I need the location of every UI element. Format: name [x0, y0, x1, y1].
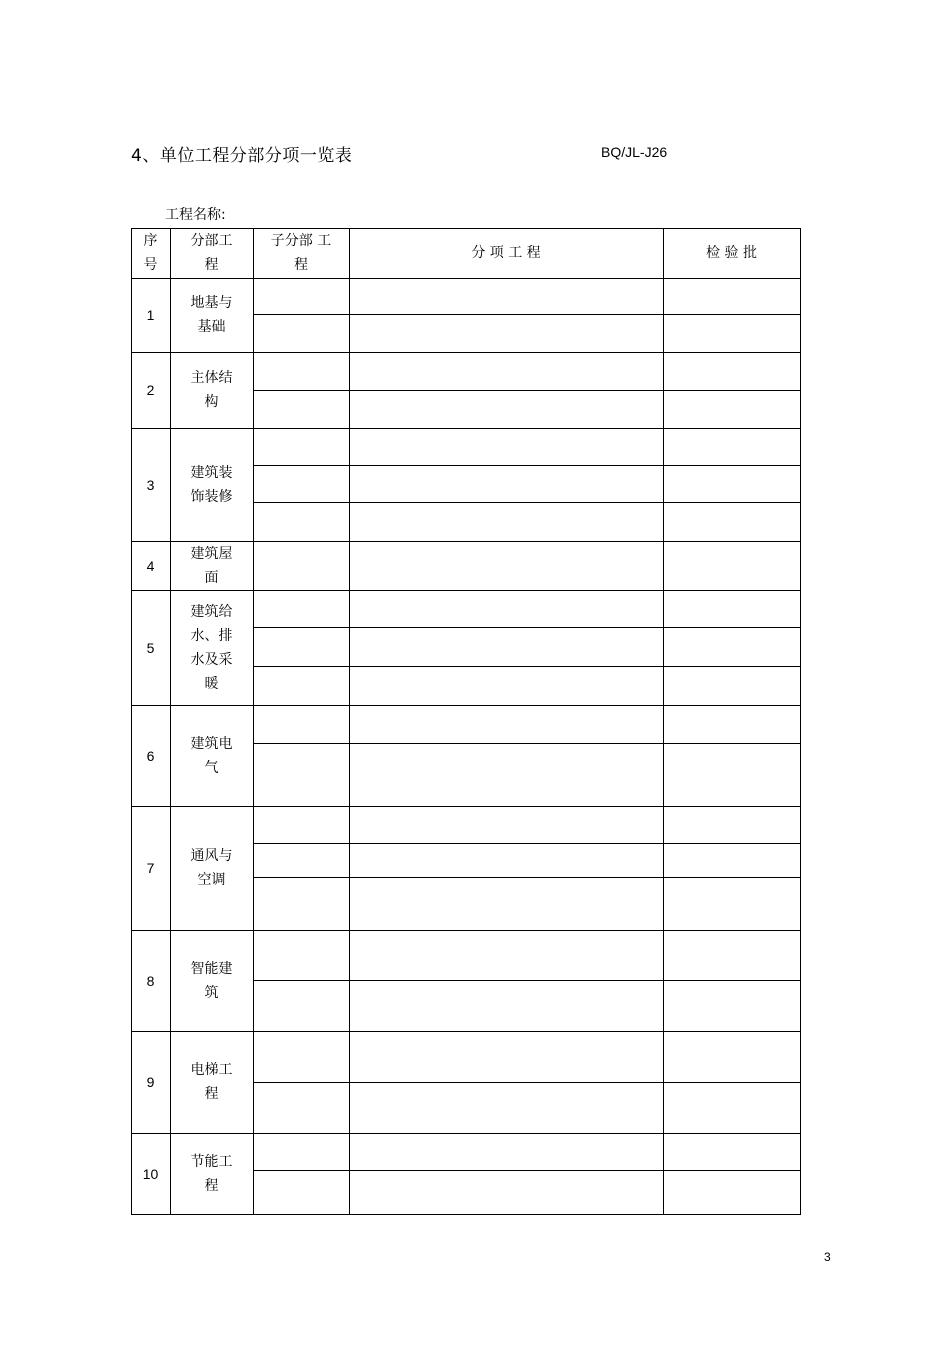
project-name-label: 工程名称: [165, 207, 226, 223]
row-division-text: 主体结构 [190, 370, 233, 410]
row-seq-text: 3 [146, 476, 155, 493]
row-seq-text: 6 [146, 747, 155, 764]
row-seq-text: 4 [146, 557, 155, 574]
row-division-text: 建筑装饰装修 [190, 464, 233, 505]
row-seq-text: 8 [146, 972, 155, 989]
table-subrow-rule [253, 502, 801, 503]
row-seq [131, 806, 170, 930]
header-batch-text: 检 验 批 [706, 245, 757, 261]
row-division-text: 通风与空调 [190, 848, 233, 888]
table-subrow-rule [253, 627, 801, 628]
table-row-rule [131, 1214, 801, 1215]
row-division [170, 541, 253, 590]
row-division [170, 278, 253, 352]
row-seq-text: 1 [146, 307, 155, 323]
row-division [170, 352, 253, 428]
header-item [349, 228, 663, 278]
table-column-rule [800, 228, 801, 1215]
row-division [170, 930, 253, 1031]
row-division [170, 1133, 253, 1214]
header-seq-text: 序号 [143, 233, 158, 273]
header-subdivision-text: 子分部 工程 [270, 233, 332, 273]
row-division-text: 建筑给水、排水及采暖 [190, 603, 233, 692]
table-subrow-rule [253, 1170, 801, 1171]
row-division [170, 590, 253, 705]
row-seq-text: 2 [146, 382, 155, 398]
table-column-rule [349, 228, 350, 1215]
table-subrow-rule [253, 877, 801, 878]
header-division-text: 分部工程 [190, 233, 233, 273]
table-subrow-rule [253, 390, 801, 391]
table-subrow-rule [253, 465, 801, 466]
row-division-text: 电梯工程 [190, 1062, 233, 1102]
header-seq [131, 228, 170, 278]
row-division [170, 705, 253, 806]
row-division [170, 806, 253, 930]
table-subrow-rule [253, 743, 801, 744]
table-column-rule [253, 228, 254, 1215]
row-seq [131, 930, 170, 1031]
table-subrow-rule [253, 314, 801, 315]
row-seq [131, 428, 170, 541]
row-seq-text: 7 [146, 860, 155, 876]
row-division [170, 428, 253, 541]
page-number: 3 [824, 1250, 831, 1264]
page-title: 4、单位工程分部分项一览表 [131, 146, 353, 166]
header-item-text: 分 项 工 程 [471, 245, 541, 261]
row-division-text: 建筑屋面 [190, 545, 233, 586]
row-division-text: 建筑电气 [190, 735, 233, 776]
table-subrow-rule [253, 980, 801, 981]
table-column-rule [663, 228, 664, 1215]
table-subrow-rule [253, 843, 801, 844]
row-seq-text: 10 [142, 1165, 159, 1182]
row-seq-text: 5 [146, 639, 155, 656]
row-seq [131, 1133, 170, 1214]
row-seq [131, 278, 170, 352]
header-division [170, 228, 253, 278]
header-batch [663, 228, 800, 278]
row-seq-text: 9 [146, 1074, 155, 1090]
row-division [170, 1031, 253, 1133]
table-subrow-rule [253, 1082, 801, 1083]
header-subdivision [253, 228, 349, 278]
row-seq [131, 705, 170, 806]
row-division-text: 地基与基础 [190, 295, 233, 335]
row-seq [131, 590, 170, 705]
table-subrow-rule [253, 666, 801, 667]
row-division-text: 节能工程 [190, 1153, 233, 1194]
row-seq [131, 352, 170, 428]
row-division-text: 智能建筑 [190, 960, 233, 1001]
form-code: BQ/JL-J26 [601, 144, 668, 160]
row-seq [131, 1031, 170, 1133]
row-seq [131, 541, 170, 590]
